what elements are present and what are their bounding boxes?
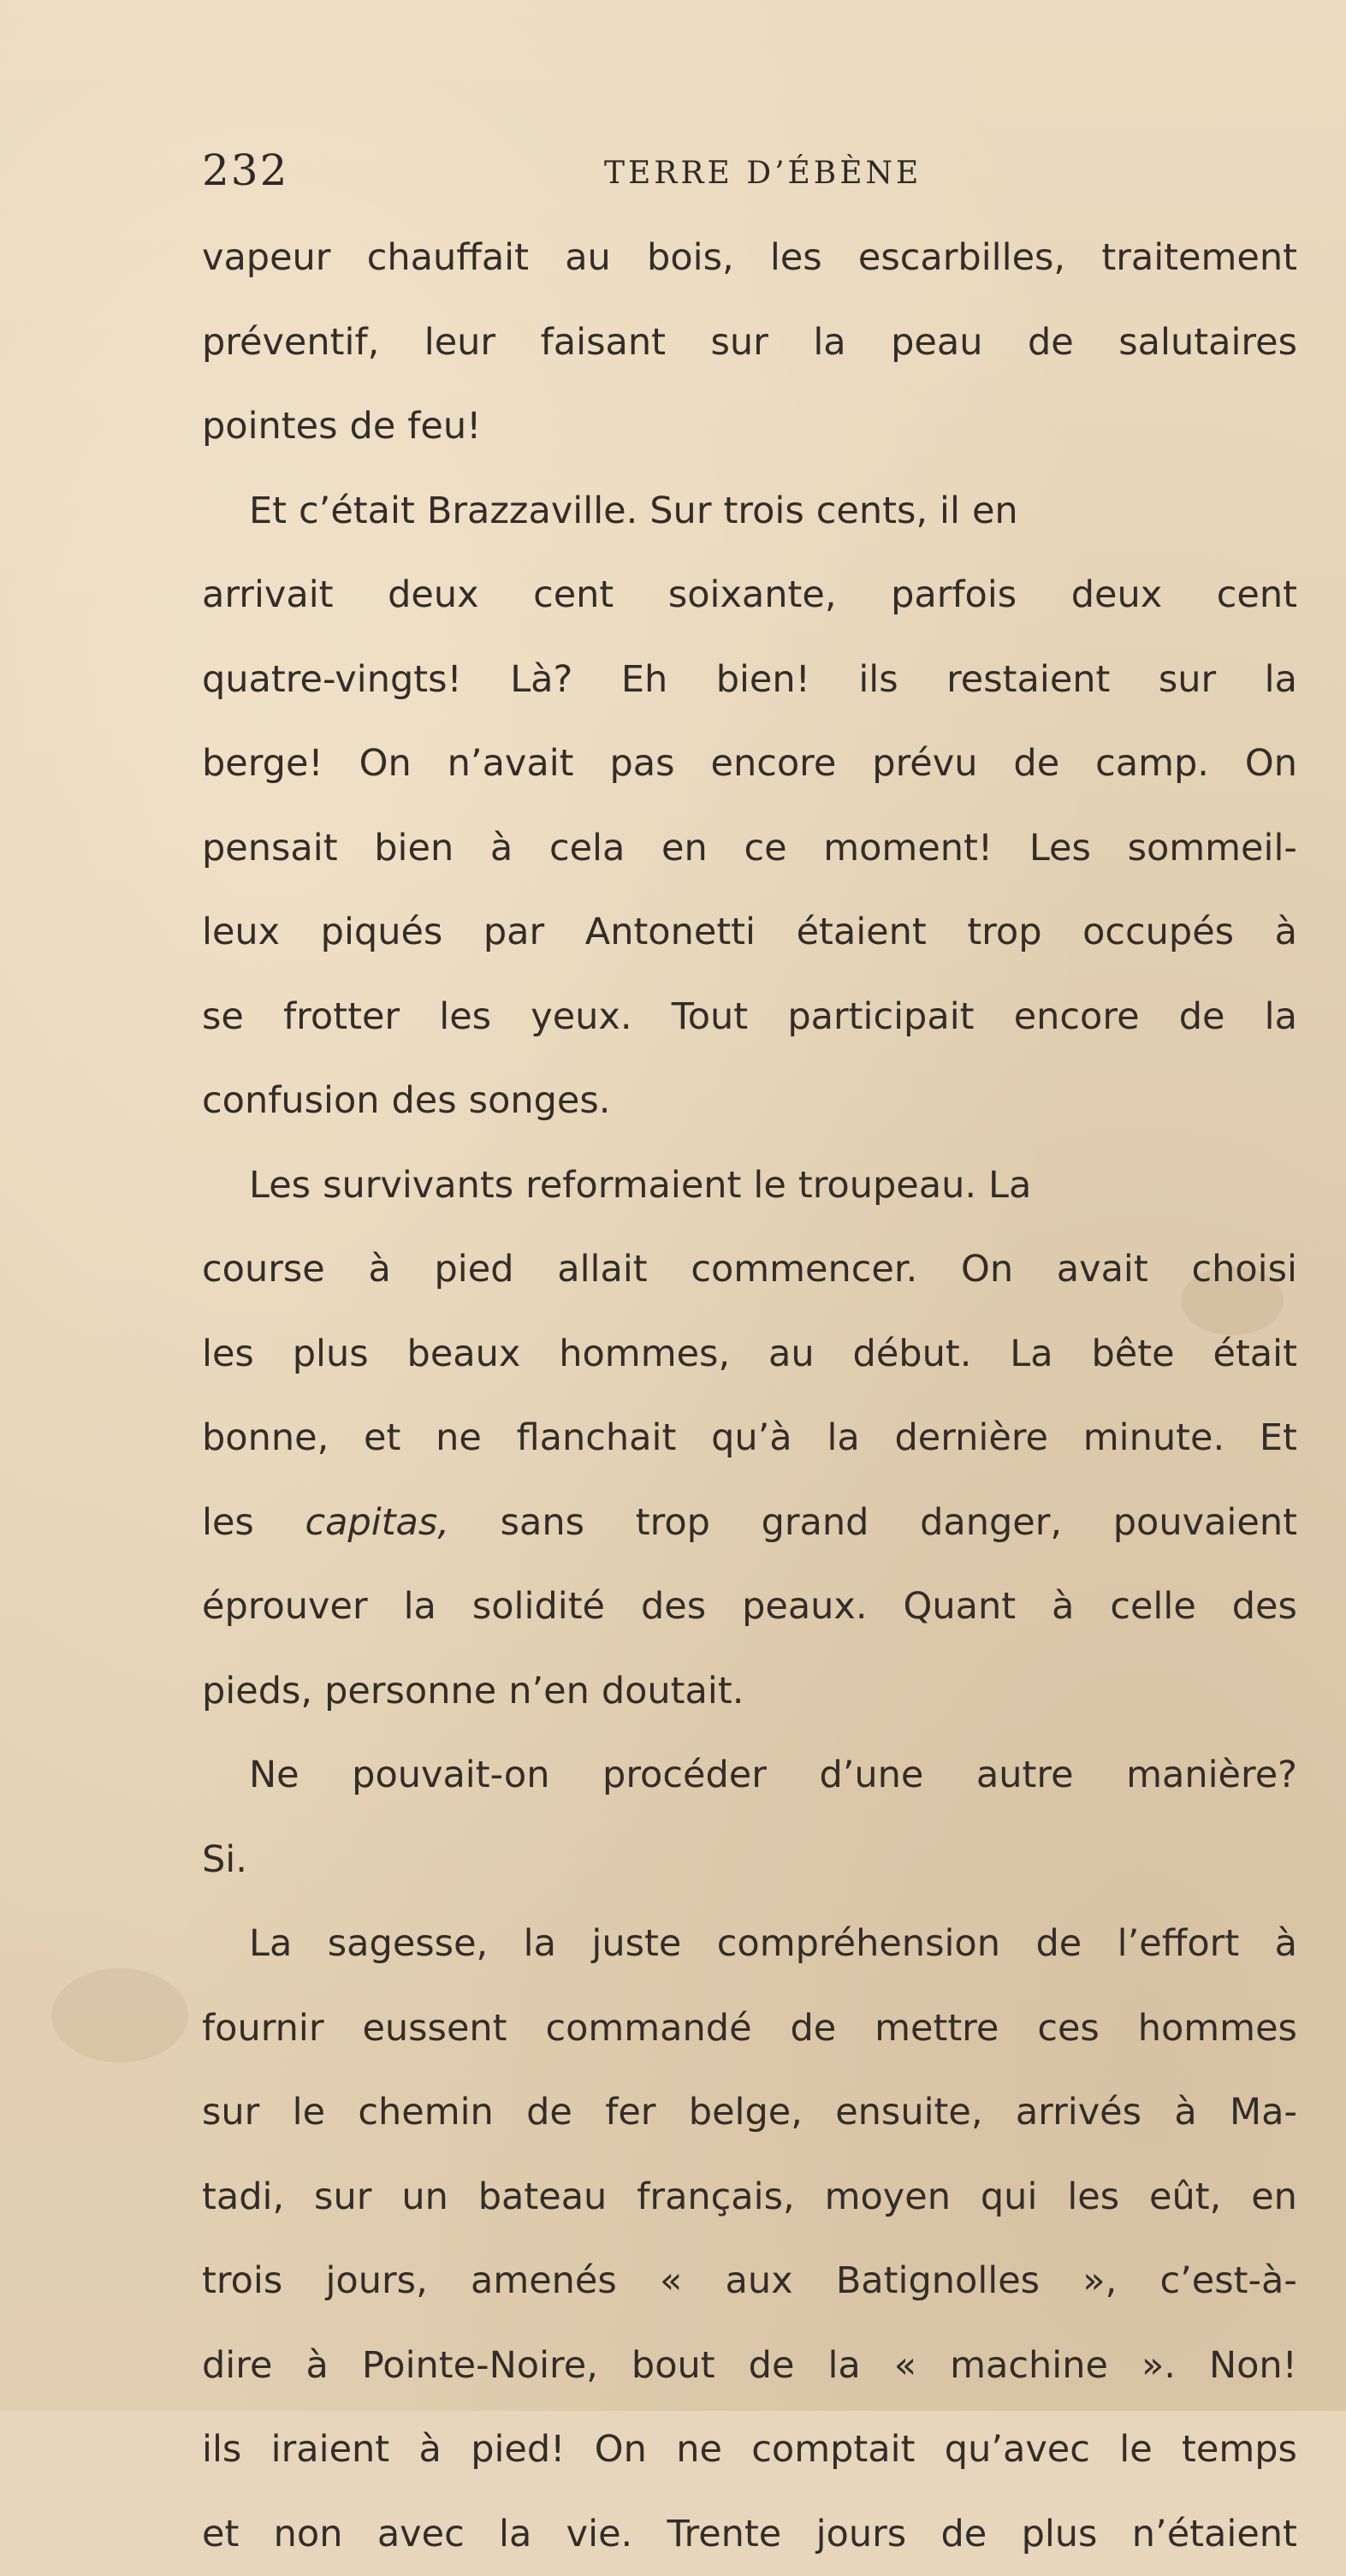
word: cents, <box>816 469 928 554</box>
word: vie. <box>566 2492 633 2576</box>
word: début. <box>853 1312 972 1397</box>
word: aux <box>726 2239 793 2324</box>
word: à <box>368 1227 390 1312</box>
word: en <box>661 806 708 891</box>
word: à <box>1275 890 1297 975</box>
paper-stain <box>51 1968 188 2063</box>
word: Batignolles <box>836 2239 1040 2324</box>
word: soixante, <box>668 553 837 638</box>
word: la <box>499 2492 531 2576</box>
word: beaux <box>407 1312 521 1397</box>
word: Et <box>1260 1396 1297 1481</box>
word: encore <box>710 721 836 806</box>
word: trois <box>202 2239 282 2324</box>
word: cent <box>533 553 614 638</box>
word: avec <box>377 2492 465 2576</box>
word: La <box>249 1902 292 1986</box>
text-line <box>202 2155 1297 2240</box>
word: pouvait-on <box>352 1733 549 1818</box>
word: Quant <box>904 1564 1017 1649</box>
word: de <box>1179 975 1225 1059</box>
text-line <box>202 2070 1297 2155</box>
word: Tout <box>672 975 748 1059</box>
word: de <box>1013 721 1059 806</box>
word: prévu <box>872 721 977 806</box>
text-line <box>202 300 1297 385</box>
word: n’avait <box>448 721 574 806</box>
word: les <box>202 1481 254 1565</box>
word: amenés <box>471 2239 617 2324</box>
word: la <box>404 1564 436 1649</box>
word: leux <box>202 890 280 975</box>
word: vapeur <box>202 216 330 300</box>
word: était <box>1213 1312 1296 1397</box>
word: reformaient <box>525 1143 741 1228</box>
word: moment! <box>823 806 993 891</box>
word: les <box>439 975 491 1059</box>
word: Et <box>249 469 287 554</box>
text-line <box>202 806 1297 891</box>
word: ne <box>436 1396 482 1481</box>
text-line <box>202 1059 1297 1143</box>
word: bien <box>374 806 454 891</box>
word: la <box>1265 975 1297 1059</box>
word: participait <box>787 975 974 1059</box>
word: grand <box>762 1481 869 1565</box>
text-line <box>202 469 1297 554</box>
word: compréhension <box>717 1902 1000 1986</box>
word: de <box>790 1986 836 2071</box>
word: On <box>595 2407 647 2492</box>
word: escarbilles, <box>858 216 1065 300</box>
word: solidité <box>472 1564 605 1649</box>
word: le <box>753 1143 786 1228</box>
word: de <box>350 384 396 469</box>
word: plus <box>1022 2492 1098 2576</box>
word: n’étaient <box>1132 2492 1297 2576</box>
word: Si. <box>202 1818 247 1902</box>
word: pensait <box>202 806 338 891</box>
word: feu! <box>407 384 481 469</box>
word: personne <box>324 1649 496 1734</box>
word: songes. <box>469 1059 611 1143</box>
text-line <box>202 2407 1297 2492</box>
text-line <box>202 2239 1297 2324</box>
word: allait <box>557 1227 647 1312</box>
word: cent <box>1217 553 1297 638</box>
word: en <box>972 469 1018 554</box>
word: étaient <box>797 890 927 975</box>
word: sur <box>710 300 768 385</box>
word: pieds, <box>202 1649 312 1734</box>
running-title: TERRE D’ÉBÈNE <box>604 156 922 191</box>
word: à <box>418 2407 441 2492</box>
word: occupés <box>1082 890 1234 975</box>
word: non <box>274 2492 343 2576</box>
text-line <box>202 1143 1297 1228</box>
word: chauffait <box>367 216 529 300</box>
word: encore <box>1014 975 1140 1059</box>
text-line <box>202 1818 1297 1902</box>
word: Ma- <box>1230 2070 1297 2155</box>
word: qu’avec <box>945 2407 1090 2492</box>
word: berge! <box>202 721 323 806</box>
word: Non! <box>1209 2324 1297 2408</box>
word: hommes <box>1138 1986 1297 2071</box>
word: plus <box>293 1312 369 1397</box>
text-line <box>202 2324 1297 2408</box>
word: Les <box>1029 806 1091 891</box>
word: trop <box>967 890 1041 975</box>
word: Eh <box>621 638 667 722</box>
word: On <box>961 1227 1013 1312</box>
word: c’était <box>299 469 415 554</box>
word: éprouver <box>202 1564 368 1649</box>
word: moyen <box>825 2155 951 2240</box>
word: de <box>526 2070 572 2155</box>
word: cela <box>549 806 625 891</box>
word: commandé <box>545 1986 751 2071</box>
text-line <box>202 1481 1297 1565</box>
word: machine <box>950 2324 1108 2408</box>
word: bout <box>631 2324 715 2408</box>
word: danger, <box>920 1481 1062 1565</box>
word: en <box>1251 2155 1297 2240</box>
word: français, <box>637 2155 794 2240</box>
word: ne <box>676 2407 722 2492</box>
word: de <box>749 2324 795 2408</box>
word: Les <box>249 1143 311 1228</box>
word: bonne, <box>202 1396 329 1481</box>
word: temps <box>1182 2407 1297 2492</box>
word: La <box>1010 1312 1052 1397</box>
word: bateau <box>478 2155 608 2240</box>
word: à <box>1174 2070 1196 2155</box>
word: à <box>1052 1564 1074 1649</box>
word: La <box>988 1143 1031 1228</box>
word: Brazzaville. <box>427 469 637 554</box>
word: course <box>202 1227 325 1312</box>
word: ensuite, <box>835 2070 982 2155</box>
word: dire <box>202 2324 272 2408</box>
word: la <box>524 1902 556 1986</box>
word: ils <box>202 2407 241 2492</box>
text-line <box>202 1986 1297 2071</box>
word: les <box>770 216 822 300</box>
word: « <box>894 2324 916 2408</box>
word: quatre-vingts! <box>202 638 462 722</box>
word: Antonetti <box>585 890 756 975</box>
word: sur <box>314 2155 371 2240</box>
word: fournir <box>202 1986 324 2071</box>
word: hommes, <box>559 1312 730 1397</box>
word: trois <box>724 469 804 554</box>
word: bois, <box>647 216 734 300</box>
word: survivants <box>323 1143 513 1228</box>
text-line <box>202 1312 1297 1397</box>
text-line <box>202 1564 1297 1649</box>
word: de <box>1028 300 1074 385</box>
word: pied <box>435 1227 514 1312</box>
word: jours, <box>325 2239 427 2324</box>
word: Pointe-Noire, <box>362 2324 598 2408</box>
word: sommeil- <box>1128 806 1297 891</box>
word: par <box>483 890 544 975</box>
word: sur <box>1159 638 1216 722</box>
word: confusion <box>202 1059 380 1143</box>
word: au <box>565 216 611 300</box>
word: salutaires <box>1118 300 1297 385</box>
word: iraient <box>271 2407 390 2492</box>
word: les <box>202 1312 254 1397</box>
word: tadi, <box>202 2155 284 2240</box>
word: pouvaient <box>1113 1481 1297 1565</box>
word: à <box>1275 1902 1297 1986</box>
word: sur <box>202 2070 259 2155</box>
word: à <box>305 2324 328 2408</box>
word: le <box>1119 2407 1152 2492</box>
word: comptait <box>751 2407 915 2492</box>
word: commencer. <box>691 1227 917 1312</box>
word: à <box>490 806 513 891</box>
word: un <box>401 2155 448 2240</box>
word: manière? <box>1126 1733 1297 1818</box>
text-line <box>202 1649 1297 1734</box>
word: eussent <box>362 1986 507 2071</box>
word: pied! <box>471 2407 565 2492</box>
word: au <box>768 1312 815 1397</box>
word: eût, <box>1149 2155 1221 2240</box>
word: arrivés <box>1016 2070 1141 2155</box>
word: deux <box>1071 553 1162 638</box>
word: chemin <box>358 2070 493 2155</box>
word: de <box>1035 1902 1082 1986</box>
word: bête <box>1092 1312 1175 1397</box>
word: ces <box>1037 1986 1100 2071</box>
text-line <box>202 384 1297 469</box>
word: », <box>1082 2239 1117 2324</box>
word: « <box>660 2239 682 2324</box>
word: le <box>293 2070 325 2155</box>
word: n’en <box>508 1649 590 1734</box>
word: autre <box>976 1733 1074 1818</box>
word: se <box>202 975 244 1059</box>
word: minute. <box>1083 1396 1224 1481</box>
word: deux <box>388 553 478 638</box>
running-header <box>202 145 1314 205</box>
word: celle <box>1110 1564 1195 1649</box>
text-line <box>202 721 1297 806</box>
word: yeux. <box>531 975 631 1059</box>
word: sagesse, <box>328 1902 488 1986</box>
word: frotter <box>283 975 400 1059</box>
word: Là? <box>510 638 572 722</box>
word: peau <box>891 300 982 385</box>
text-line <box>202 638 1297 722</box>
text-line <box>202 1227 1297 1312</box>
word: On <box>359 721 412 806</box>
word: dernière <box>895 1396 1049 1481</box>
word: leur <box>424 300 495 385</box>
word: ». <box>1141 2324 1176 2408</box>
word: bien! <box>716 638 810 722</box>
word: et <box>364 1396 400 1481</box>
word: pointes <box>202 384 338 469</box>
word: trop <box>636 1481 710 1565</box>
word: jours <box>816 2492 907 2576</box>
word: ils <box>858 638 898 722</box>
body-text <box>202 216 1297 2576</box>
word: belge, <box>689 2070 803 2155</box>
word: juste <box>591 1902 681 1986</box>
word: c’est-à- <box>1160 2239 1297 2324</box>
word: fer <box>605 2070 655 2155</box>
word: l’effort <box>1118 1902 1240 1986</box>
word: arrivait <box>202 553 334 638</box>
word: piqués <box>321 890 443 975</box>
word: la <box>827 1396 859 1481</box>
text-line <box>202 1733 1297 1818</box>
page-number: 232 <box>202 145 288 195</box>
word: Trente <box>667 2492 782 2576</box>
word: la <box>1265 638 1297 722</box>
word: des <box>392 1059 457 1143</box>
word: des <box>1232 1564 1297 1649</box>
word: il <box>940 469 960 554</box>
word: ce <box>744 806 786 891</box>
word: d’une <box>819 1733 923 1818</box>
text-line <box>202 975 1297 1059</box>
word: flanchait <box>517 1396 677 1481</box>
word: traitement <box>1101 216 1297 300</box>
word: de <box>940 2492 987 2576</box>
word: sans <box>501 1481 584 1565</box>
text-line <box>202 1902 1297 1986</box>
word: et <box>202 2492 239 2576</box>
text-line <box>202 1396 1297 1481</box>
word: parfois <box>891 553 1017 638</box>
word: On <box>1245 721 1297 806</box>
word: les <box>1067 2155 1119 2240</box>
word: qui <box>981 2155 1038 2240</box>
word: des <box>641 1564 706 1649</box>
word: peaux. <box>742 1564 867 1649</box>
word: troupeau. <box>798 1143 976 1228</box>
text-line <box>202 2492 1297 2576</box>
word: restaient <box>946 638 1110 722</box>
word: Sur <box>649 469 711 554</box>
word: préventif, <box>202 300 379 385</box>
word: faisant <box>541 300 666 385</box>
word: Ne <box>249 1733 299 1818</box>
word: choisi <box>1191 1227 1297 1312</box>
word: avait <box>1057 1227 1148 1312</box>
word: doutait. <box>602 1649 744 1734</box>
word: qu’à <box>711 1396 792 1481</box>
word: pas <box>609 721 674 806</box>
word: capitas, <box>305 1481 449 1565</box>
text-line <box>202 216 1297 300</box>
word: mettre <box>875 1986 999 2071</box>
text-line <box>202 553 1297 638</box>
word: procéder <box>602 1733 767 1818</box>
text-line <box>202 890 1297 975</box>
word: la <box>827 2324 860 2408</box>
word: camp. <box>1095 721 1209 806</box>
word: la <box>813 300 845 385</box>
